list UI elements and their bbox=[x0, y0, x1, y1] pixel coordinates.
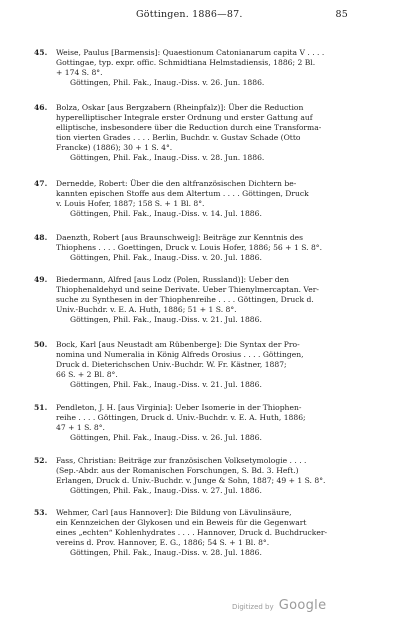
entry-number: 52. bbox=[34, 456, 48, 465]
entry-line: Bock, Karl [aus Neustadt am Rübenberge]: Die Syntax der Pro- bbox=[56, 340, 300, 349]
bibliography-entry bbox=[34, 48, 356, 88]
entry-line: eines „echten“ Kohlenhydrates . . . . Hannover, Druck d. Buchdrucker- bbox=[56, 528, 328, 537]
entry-number: 47. bbox=[34, 179, 48, 188]
entry-dissertation-note: Göttingen, Phil. Fak., Inaug.-Diss. v. 21. Jul. 1886. bbox=[70, 315, 262, 324]
google-logo: Google bbox=[278, 598, 327, 613]
entry-line: Univ.-Buchdr. v. E. A. Huth, 1886; 51 + 1 S. 8°. bbox=[56, 305, 237, 314]
entry-line: Erlangen, Druck d. Univ.-Buchdr. v. Junge & Sohn, 1887; 49 + 1 S. 8°. bbox=[56, 476, 326, 485]
entry-line: Bolza, Oskar [aus Bergzabern (Rheinpfalz)]: Über die Reduction bbox=[56, 103, 304, 112]
page-number: 85 bbox=[335, 9, 348, 20]
entry-line: Biedermann, Alfred [aus Lodz (Polen, Russland)]: Ueber den bbox=[56, 275, 290, 284]
entry-line: suche zu Synthesen in der Thiophenreihe . . . . Göttingen, Druck d. bbox=[56, 295, 314, 304]
bibliography-entry bbox=[34, 103, 356, 163]
entry-line: Gottingae, typ. expr. offic. Schmidtiana Helmstadiensis, 1886; 2 Bl. bbox=[56, 58, 316, 67]
digitized-by-label: Digitized by bbox=[232, 603, 274, 611]
entry-line: tion vierten Grades . . . . Berlin, Buchdr. v. Gustav Schade (Otto bbox=[56, 133, 301, 142]
entry-dissertation-note: Göttingen, Phil. Fak., Inaug.-Diss. v. 20. Jul. 1886. bbox=[70, 253, 262, 262]
entry-dissertation-note: Göttingen, Phil. Fak., Inaug.-Diss. v. 21. Jul. 1886. bbox=[70, 380, 262, 389]
running-header bbox=[60, 9, 348, 23]
entry-line: v. Louis Hofer, 1887; 158 S. + 1 Bl. 8°. bbox=[56, 199, 205, 208]
entry-dissertation-note: Göttingen, Phil. Fak., Inaug.-Diss. v. 26. Jul. 1886. bbox=[70, 433, 262, 442]
entry-number: 45. bbox=[34, 48, 48, 57]
entry-dissertation-note: Göttingen, Phil. Fak., Inaug.-Diss. v. 26. Jun. 1886. bbox=[70, 78, 265, 87]
bibliography-entry bbox=[34, 340, 356, 390]
entry-line: ein Kennzeichen der Glykosen und ein Beweis für die Gegenwart bbox=[56, 518, 307, 527]
entry-dissertation-note: Göttingen, Phil. Fak., Inaug.-Diss. v. 28. Jul. 1886. bbox=[70, 548, 262, 557]
bibliography-entry bbox=[34, 508, 356, 558]
entry-line: nomina und Numeralia in König Alfreds Orosius . . . . Göttingen, bbox=[56, 350, 304, 359]
bibliography-entry bbox=[34, 233, 356, 263]
entry-line: Francke) (1886); 30 + 1 S. 4°. bbox=[56, 143, 173, 152]
entry-line: vereins d. Prov. Hannover, E. G., 1886; 54 S. + 1 Bl. 8°. bbox=[56, 538, 270, 547]
entry-line: Druck d. Dieterichschen Univ.-Buchdr. W. Fr. Kästner, 1887; bbox=[56, 360, 287, 369]
entry-line: Weise, Paulus [Barmensis]: Quaestionum Catonianarum capita V . . . . bbox=[56, 48, 325, 57]
entry-line: kannten epischen Stoffe aus dem Altertum . . . . Göttingen, Druck bbox=[56, 189, 309, 198]
entry-line: reihe . . . . Göttingen, Druck d. Univ.-Buchdr. v. E. A. Huth, 1886; bbox=[56, 413, 306, 422]
entry-line: (Sep.-Abdr. aus der Romanischen Forschungen, S. Bd. 3. Heft.) bbox=[56, 466, 299, 475]
entry-dissertation-note: Göttingen, Phil. Fak., Inaug.-Diss. v. 27. Jul. 1886. bbox=[70, 486, 262, 495]
entry-line: Fass, Christian: Beiträge zur französischen Volksetymologie . . . . bbox=[56, 456, 307, 465]
bibliography-entry bbox=[34, 275, 356, 325]
entry-line: Thiophens . . . . Goettingen, Druck v. Louis Hofer, 1886; 56 + 1 S. 8°. bbox=[56, 243, 322, 252]
entry-line: Thiophenaldehyd und seine Derivate. Ueber Thienylmercaptan. Ver- bbox=[56, 285, 319, 294]
entry-number: 53. bbox=[34, 508, 48, 517]
bibliography-entry bbox=[34, 403, 356, 443]
bibliography-entry bbox=[34, 179, 356, 219]
google-watermark bbox=[232, 594, 326, 613]
entry-line: Pendleton, J. H. [aus Virginia]: Ueber Isomerie in der Thiophen- bbox=[56, 403, 302, 412]
entry-dissertation-note: Göttingen, Phil. Fak., Inaug.-Diss. v. 28. Jun. 1886. bbox=[70, 153, 265, 162]
entry-line: Dernedde, Robert: Über die den altfranzösischen Dichtern be- bbox=[56, 179, 297, 188]
entry-number: 51. bbox=[34, 403, 48, 412]
entry-number: 48. bbox=[34, 233, 48, 242]
entry-line: elliptische, insbesondere über die Reduction durch eine Transforma- bbox=[56, 123, 322, 132]
entry-line: Daenzth, Robert [aus Braunschweig]: Beiträge zur Kenntnis des bbox=[56, 233, 304, 242]
entry-number: 49. bbox=[34, 275, 48, 284]
entry-line: 66 S. + 2 Bl. 8°. bbox=[56, 370, 118, 379]
entry-line: + 174 S. 8°. bbox=[56, 68, 103, 77]
bibliography-entry bbox=[34, 456, 356, 496]
entry-line: Wehmer, Carl [aus Hannover]: Die Bildung von Lävulinsäure, bbox=[56, 508, 292, 517]
entry-line: hyperelliptischer Integrale erster Ordnung und erster Gattung auf bbox=[56, 113, 313, 122]
running-title: Göttingen. 1886—87. bbox=[136, 9, 243, 20]
entry-dissertation-note: Göttingen, Phil. Fak., Inaug.-Diss. v. 14. Jul. 1886. bbox=[70, 209, 262, 218]
entry-number: 50. bbox=[34, 340, 48, 349]
entry-line: 47 + 1 S. 8°. bbox=[56, 423, 105, 432]
entry-number: 46. bbox=[34, 103, 48, 112]
